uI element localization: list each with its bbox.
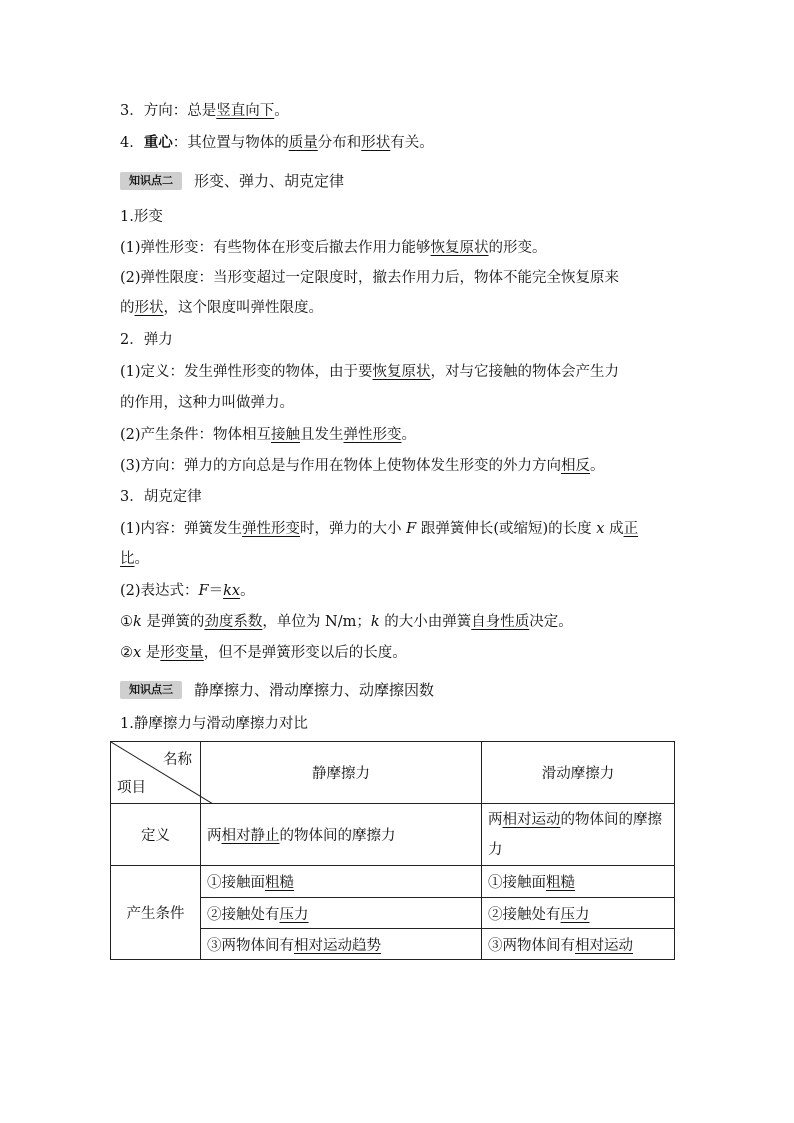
heading-elastic-force: 2．弹力 [120,332,173,348]
section-heading-kp2 [120,171,344,191]
corner-top-label: 名称 [163,752,192,768]
sliding-definition: 两相对运动的物体间的摩擦力 [482,804,675,866]
gravity-direction: 3．方向：总是竖直向下。 [120,103,289,119]
deformation-amount: ②x 是形变量，但不是弹簧形变以后的长度。 [120,645,407,661]
table-header-row [111,742,675,804]
row-label-definition: 定义 [111,804,201,866]
header-sliding-friction: 滑动摩擦力 [482,742,675,804]
corner-bottom-label: 项目 [117,780,146,796]
sliding-condition-1: ①接触面粗糙 [482,866,675,898]
section-title: 静摩擦力、滑动摩擦力、动摩擦因数 [194,681,435,699]
row-label-conditions: 产生条件 [111,866,201,960]
static-condition-1: ①接触面粗糙 [201,866,482,898]
static-condition-3: ③两物体间有相对运动趋势 [201,929,482,960]
section-heading-kp3 [120,680,434,700]
elastic-force-def-line1: (1)定义：发生弹性形变的物体，由于要恢复原状，对与它接触的物体会产生力 [120,364,620,380]
table-row [111,866,675,898]
elastic-limit-line2: 的形状，这个限度叫弹性限度。 [120,300,323,316]
table-row [111,804,675,866]
heading-hookes-law: 3．胡克定律 [120,489,202,505]
friction-comparison-heading: 1.静摩擦力与滑动摩擦力对比 [120,716,308,732]
hooke-formula: (2)表达式：F＝kx。 [120,583,255,599]
stiffness-coefficient: ①k 是弹簧的劲度系数，单位为 N/m；k 的大小由弹簧自身性质决定。 [120,614,573,630]
static-definition: 两相对静止的物体间的摩擦力 [201,804,482,866]
header-static-friction: 静摩擦力 [201,742,482,804]
corner-cell [111,742,201,804]
sliding-condition-2: ②接触处有压力 [482,898,675,929]
elastic-deformation: (1)弹性形变：有些物体在形变后撤去作用力能够恢复原状的形变。 [120,240,547,256]
knowledge-point-tag: 知识点三 [120,681,182,699]
elastic-force-condition: (2)产生条件：物体相互接触且发生弹性形变。 [120,427,417,443]
static-condition-2: ②接触处有压力 [201,898,482,929]
elastic-force-def-line2: 的作用，这种力叫做弹力。 [120,395,294,411]
hooke-content-line2: 比。 [120,551,149,567]
hooke-content-line1: (1)内容：弹簧发生弹性形变时，弹力的大小 F 跟弹簧伸长(或缩短)的长度 x 成正 [120,521,639,537]
section-title: 形变、弹力、胡克定律 [194,172,345,190]
gravity-center: 4．重心：其位置与物体的质量分布和形状有关。 [120,134,434,151]
elastic-limit-line1: (2)弹性限度：当形变超过一定限度时，撤去作用力后，物体不能完全恢复原来 [120,270,620,286]
sliding-condition-3: ③两物体间有相对运动 [482,929,675,960]
heading-deformation: 1.形变 [120,209,163,225]
friction-comparison-table [110,741,675,960]
knowledge-point-tag: 知识点二 [120,172,182,190]
elastic-force-direction: (3)方向：弹力的方向总是与作用在物体上使物体发生形变的外力方向相反。 [120,458,605,474]
